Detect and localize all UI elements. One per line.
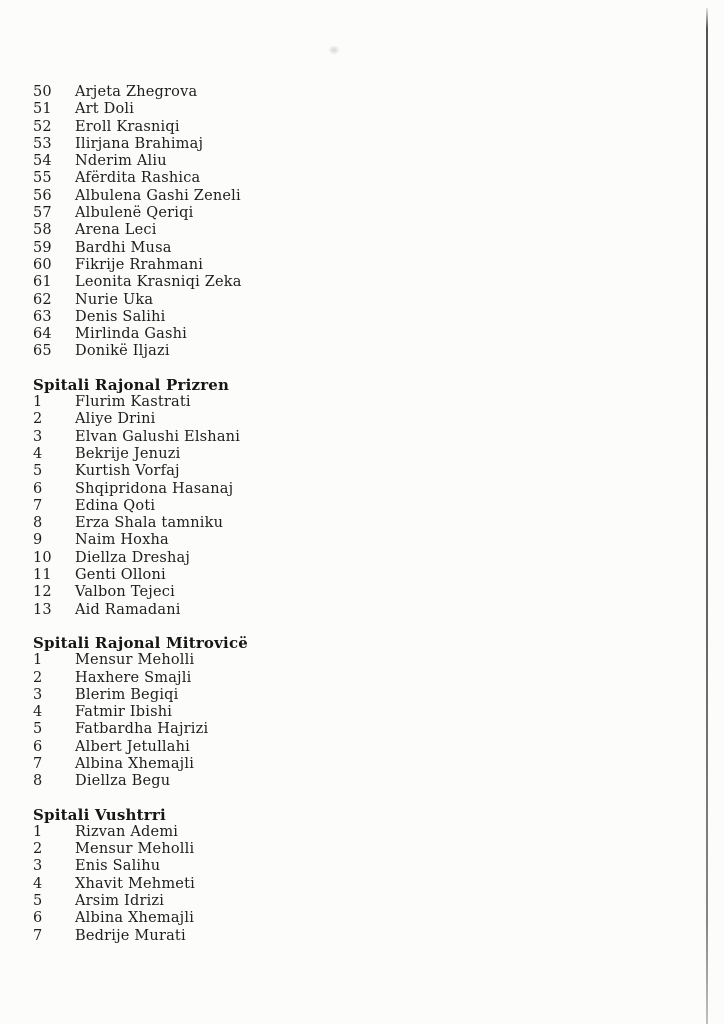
list-item — [33, 704, 633, 721]
list-item — [33, 274, 633, 291]
list-item-name: Edina Qoti — [75, 497, 156, 514]
list-item-name: Leonita Krasniqi Zeka — [75, 274, 242, 291]
list-item — [33, 429, 633, 446]
list-item-name: Aliye Drini — [75, 411, 156, 428]
list-item-name: Albulenë Qeriqi — [75, 205, 194, 222]
list-item-name: Xhavit Mehmeti — [75, 875, 195, 892]
list-item — [33, 670, 633, 687]
list-item — [33, 119, 633, 136]
list-item-name: Eroll Krasniqi — [75, 118, 180, 135]
list-item — [33, 446, 633, 463]
list-item-name: Arjeta Zhegrova — [75, 84, 198, 100]
list-item-number: 50 — [33, 84, 52, 100]
list-item-name: Haxhere Smajli — [75, 669, 192, 686]
list-item — [33, 481, 633, 498]
list-item-name: Denis Salihi — [75, 308, 166, 325]
list-item-name: Rizvan Ademi — [75, 823, 179, 840]
list-item — [33, 463, 633, 480]
list-item-name: Aid Ramadani — [75, 601, 181, 618]
scan-speck-artifact — [328, 45, 340, 55]
list-item-number: 3 — [33, 428, 43, 445]
list-item-number: 3 — [33, 686, 43, 703]
list-item — [33, 170, 633, 187]
list-item — [33, 876, 633, 893]
list-item-number: 5 — [33, 893, 43, 910]
section-title: Spitali Rajonal Prizren — [33, 375, 230, 394]
list-item — [33, 652, 633, 669]
list-item-number: 3 — [33, 858, 43, 875]
list-item-number: 12 — [33, 584, 52, 601]
list-item-number: 53 — [33, 135, 52, 152]
list-item-number: 2 — [33, 669, 43, 686]
list-item-number: 63 — [33, 308, 52, 325]
list-item-number: 1 — [33, 652, 43, 669]
list-item-name: Valbon Tejeci — [75, 584, 175, 601]
list-item-name: Albina Xhemajli — [75, 755, 195, 772]
list-item-number: 11 — [33, 567, 52, 584]
hospital-section — [33, 377, 633, 619]
list-item-number: 1 — [33, 394, 43, 411]
list-item-number: 57 — [33, 205, 52, 222]
list-item-name: Arsim Idrizi — [75, 893, 165, 910]
list-item-name: Mensur Meholli — [75, 652, 195, 669]
list-item — [33, 739, 633, 756]
list-item — [33, 343, 633, 360]
list-item — [33, 910, 633, 927]
list-item-number: 65 — [33, 343, 52, 360]
list-item — [33, 550, 633, 567]
list-item — [33, 240, 633, 257]
list-item-name: Shqipridona Hasanaj — [75, 480, 234, 497]
list-item — [33, 309, 633, 326]
list-item-name: Diellza Begu — [75, 773, 171, 790]
list-item-name: Flurim Kastrati — [75, 394, 191, 411]
list-item-number: 7 — [33, 497, 43, 514]
list-item-name: Mensur Meholli — [75, 841, 195, 858]
list-item-name: Albina Xhemajli — [75, 910, 195, 927]
list-item-number: 54 — [33, 153, 52, 170]
list-item-number: 6 — [33, 910, 43, 927]
list-item-number: 10 — [33, 549, 52, 566]
list-item-number: 5 — [33, 463, 43, 480]
list-item-name: Diellza Dreshaj — [75, 549, 191, 566]
list-item-name: Afërdita Rashica — [75, 170, 201, 187]
list-item-number: 2 — [33, 411, 43, 428]
document-page — [33, 84, 633, 945]
hospital-section — [33, 84, 633, 361]
list-item-number: 4 — [33, 445, 43, 462]
list-item — [33, 687, 633, 704]
list-item — [33, 515, 633, 532]
list-item-number: 7 — [33, 755, 43, 772]
list-item-number: 7 — [33, 927, 43, 944]
list-item-number: 2 — [33, 841, 43, 858]
list-item-number: 56 — [33, 187, 52, 204]
list-item-number: 13 — [33, 601, 52, 618]
list-item-name: Blerim Begiqi — [75, 686, 179, 703]
list-item — [33, 928, 633, 945]
list-item-number: 51 — [33, 101, 52, 118]
list-item-number: 5 — [33, 721, 43, 738]
list-item-name: Erza Shala tamniku — [75, 515, 224, 532]
sections-container — [33, 84, 633, 945]
list-item-name: Mirlinda Gashi — [75, 326, 188, 343]
list-item — [33, 498, 633, 515]
list-item — [33, 84, 633, 101]
list-item-name: Nderim Aliu — [75, 153, 167, 170]
list-item-number: 8 — [33, 515, 43, 532]
list-item — [33, 893, 633, 910]
list-item — [33, 101, 633, 118]
list-item-number: 61 — [33, 274, 52, 291]
list-item-name: Arena Leci — [75, 222, 157, 239]
list-item-name: Naim Hoxha — [75, 532, 169, 549]
list-item-number: 8 — [33, 773, 43, 790]
list-item-name: Fatmir Ibishi — [75, 704, 173, 721]
list-item-number: 64 — [33, 326, 52, 343]
list-item — [33, 326, 633, 343]
list-item-name: Genti Olloni — [75, 567, 166, 584]
list-item-number: 62 — [33, 291, 52, 308]
section-title: Spitali Rajonal Mitrovicë — [33, 633, 249, 652]
list-item-name: Fikrije Rrahmani — [75, 256, 204, 273]
list-item-name: Albert Jetullahi — [75, 738, 190, 755]
list-item-number: 6 — [33, 738, 43, 755]
list-item — [33, 532, 633, 549]
list-item-name: Bekrije Jenuzi — [75, 445, 181, 462]
list-item-name: Fatbardha Hajrizi — [75, 721, 209, 738]
scan-edge-line-artifact — [706, 8, 708, 1024]
list-item-name: Art Doli — [75, 101, 135, 118]
list-item-name: Bardhi Musa — [75, 239, 172, 256]
list-item — [33, 188, 633, 205]
list-item — [33, 222, 633, 239]
list-item — [33, 841, 633, 858]
list-item-number: 55 — [33, 170, 52, 187]
list-item-name: Nurie Uka — [75, 291, 154, 308]
list-item-number: 52 — [33, 118, 52, 135]
list-item — [33, 292, 633, 309]
list-item-number: 58 — [33, 222, 52, 239]
list-item-number: 1 — [33, 823, 43, 840]
list-item — [33, 858, 633, 875]
list-item — [33, 602, 633, 619]
list-item-name: Ilirjana Brahimaj — [75, 135, 204, 152]
list-item-name: Donikë Iljazi — [75, 343, 170, 360]
list-item — [33, 136, 633, 153]
hospital-section — [33, 635, 633, 791]
list-item-name: Bedrije Murati — [75, 927, 186, 944]
list-item — [33, 567, 633, 584]
list-item — [33, 584, 633, 601]
list-item-number: 4 — [33, 704, 43, 721]
list-item — [33, 205, 633, 222]
list-item-number: 59 — [33, 239, 52, 256]
hospital-section — [33, 807, 633, 945]
list-item-number: 60 — [33, 256, 52, 273]
list-item-name: Albulena Gashi Zeneli — [75, 187, 241, 204]
section-title: Spitali Vushtrri — [33, 805, 166, 824]
list-item-number: 9 — [33, 532, 43, 549]
list-item-name: Kurtish Vorfaj — [75, 463, 180, 480]
list-item-number: 4 — [33, 875, 43, 892]
list-item-name: Elvan Galushi Elshani — [75, 428, 241, 445]
list-item — [33, 721, 633, 738]
list-item — [33, 394, 633, 411]
list-item — [33, 824, 633, 841]
list-item — [33, 153, 633, 170]
list-item — [33, 756, 633, 773]
list-item — [33, 773, 633, 790]
list-item — [33, 411, 633, 428]
list-item-number: 6 — [33, 480, 43, 497]
list-item-name: Enis Salihu — [75, 858, 161, 875]
list-item — [33, 257, 633, 274]
